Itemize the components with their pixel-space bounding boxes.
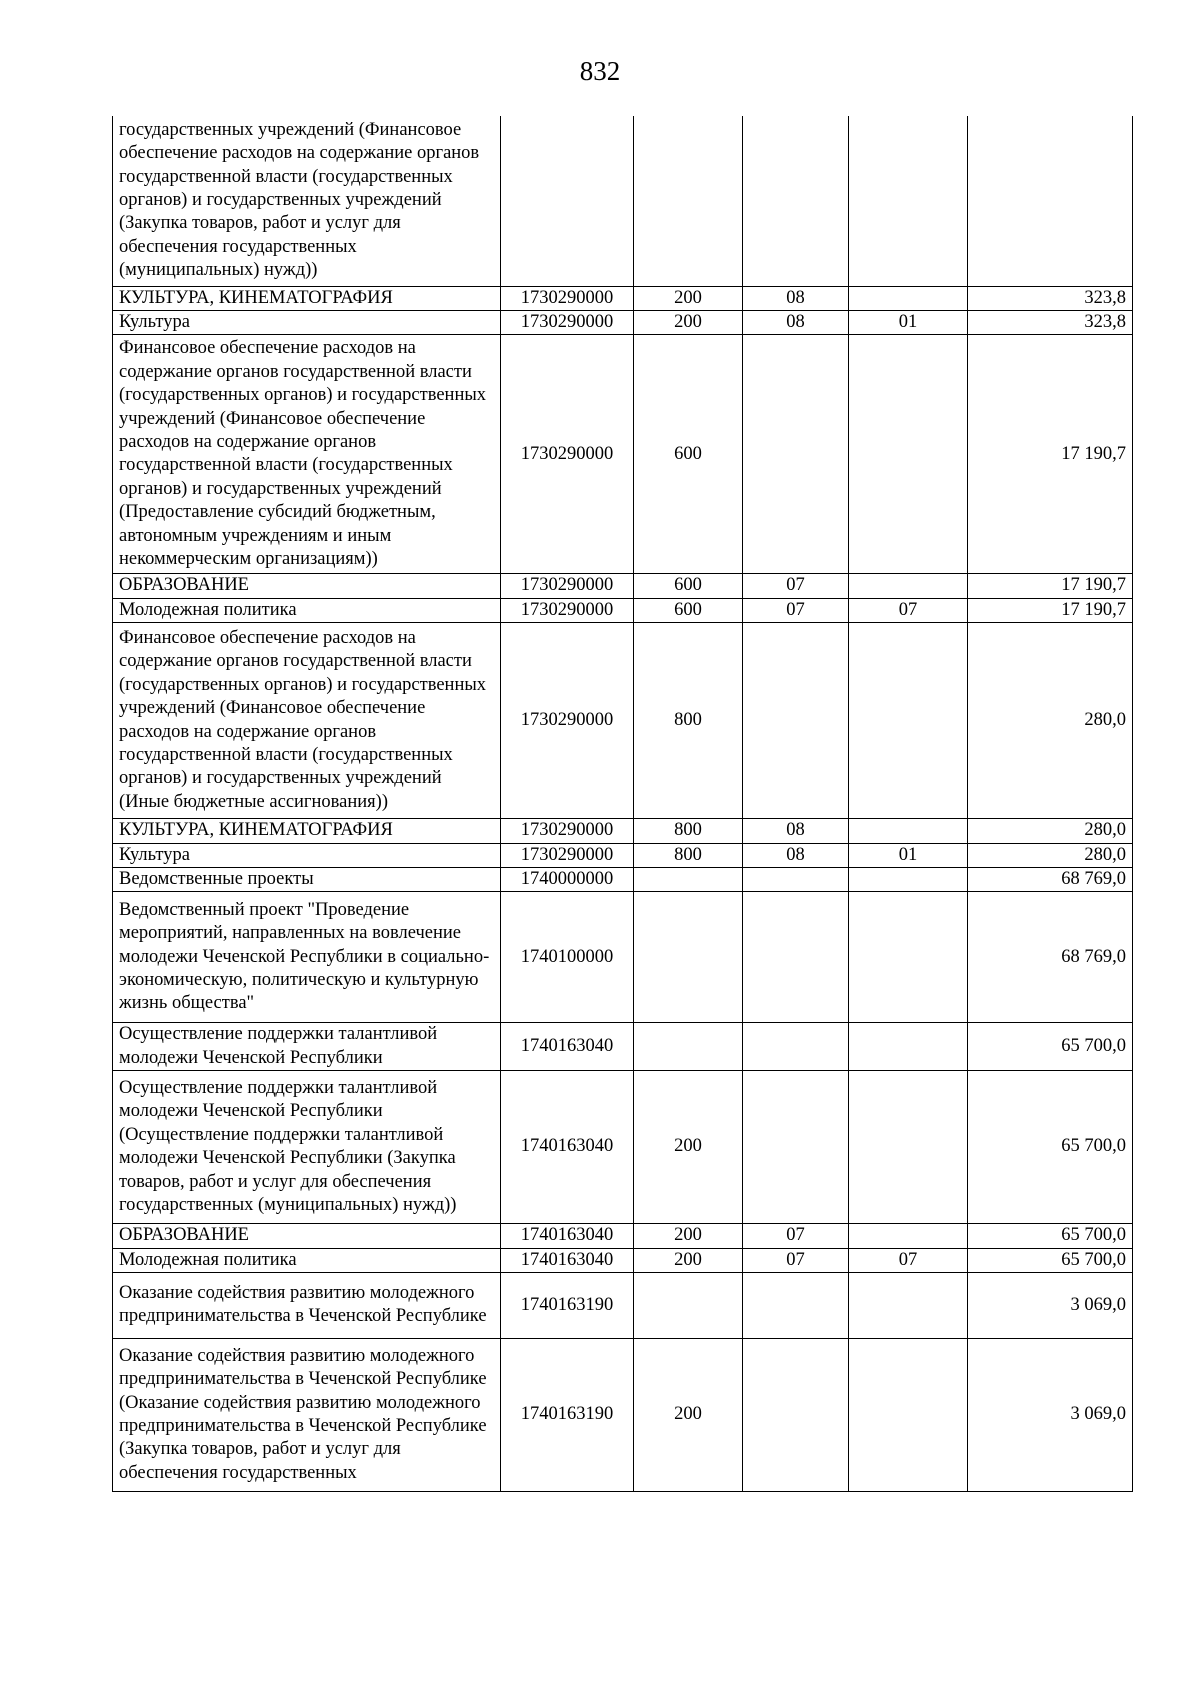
table-row <box>113 623 1133 819</box>
table-row <box>113 598 1133 622</box>
row-expense-type-cell <box>634 867 743 891</box>
row-target-code-cell: 1730290000 <box>501 310 634 334</box>
row-target-code-cell: 1730290000 <box>501 819 634 843</box>
row-amount-cell: 17 190,7 <box>968 335 1133 574</box>
row-subsection-cell <box>849 1272 968 1338</box>
row-section-cell <box>743 335 849 574</box>
row-target-code-cell: 1740163190 <box>501 1338 634 1491</box>
row-name-cell: Осуществление поддержки талантливой молодежи Чеченской Республики <box>113 1023 501 1071</box>
table-row <box>113 843 1133 867</box>
table-row <box>113 1023 1133 1071</box>
row-target-code-cell: 1740000000 <box>501 867 634 891</box>
row-expense-type-cell: 600 <box>634 574 743 598</box>
row-subsection-cell <box>849 892 968 1023</box>
row-subsection-cell <box>849 1071 968 1224</box>
row-expense-type-cell: 600 <box>634 335 743 574</box>
budget-table <box>112 116 1133 1492</box>
row-target-code-cell: 1740100000 <box>501 892 634 1023</box>
row-target-code-cell: 1740163040 <box>501 1071 634 1224</box>
row-name-cell: государственных учреждений (Финансовое обеспечение расходов на содержание органов государственной власти (государственных органов) и государственных учреждений (Закупка товаров, работ и услуг для обеспечения государственных (муниципальных) нужд)) <box>113 116 501 286</box>
row-subsection-cell <box>849 335 968 574</box>
row-name-cell: Финансовое обеспечение расходов на содержание органов государственной власти (государственных органов) и государственных учреждений (Финансовое обеспечение расходов на содержание органов государственной власти (государственных органов) и государственных учреждений (Предоставление субсидий бюджетным, автономным учреждениям и иным некоммерческим организациям)) <box>113 335 501 574</box>
row-expense-type-cell: 800 <box>634 819 743 843</box>
row-name-cell: ОБРАЗОВАНИЕ <box>113 574 501 598</box>
row-target-code-cell: 1740163040 <box>501 1023 634 1071</box>
row-subsection-cell: 07 <box>849 1248 968 1272</box>
row-name-cell: Оказание содействия развитию молодежного предпринимательства в Чеченской Республике <box>113 1272 501 1338</box>
row-name-cell: КУЛЬТУРА, КИНЕМАТОГРАФИЯ <box>113 819 501 843</box>
row-section-cell: 07 <box>743 1248 849 1272</box>
table-row <box>113 116 1133 286</box>
row-expense-type-cell <box>634 892 743 1023</box>
row-subsection-cell <box>849 867 968 891</box>
row-expense-type-cell: 800 <box>634 843 743 867</box>
row-section-cell <box>743 892 849 1023</box>
table-row <box>113 574 1133 598</box>
row-amount-cell: 68 769,0 <box>968 867 1133 891</box>
row-amount-cell: 280,0 <box>968 623 1133 819</box>
row-expense-type-cell: 200 <box>634 1224 743 1248</box>
table-row <box>113 1248 1133 1272</box>
row-expense-type-cell: 200 <box>634 1338 743 1491</box>
row-subsection-cell <box>849 1224 968 1248</box>
table-row <box>113 1338 1133 1491</box>
row-expense-type-cell: 800 <box>634 623 743 819</box>
row-amount-cell: 65 700,0 <box>968 1224 1133 1248</box>
row-amount-cell: 68 769,0 <box>968 892 1133 1023</box>
row-section-cell <box>743 116 849 286</box>
row-name-cell: Молодежная политика <box>113 1248 501 1272</box>
table-row <box>113 892 1133 1023</box>
table-row <box>113 819 1133 843</box>
row-expense-type-cell <box>634 1023 743 1071</box>
table-row <box>113 310 1133 334</box>
row-target-code-cell: 1730290000 <box>501 574 634 598</box>
table-row <box>113 1272 1133 1338</box>
row-target-code-cell <box>501 116 634 286</box>
row-name-cell: Молодежная политика <box>113 598 501 622</box>
row-section-cell <box>743 623 849 819</box>
row-target-code-cell: 1740163040 <box>501 1248 634 1272</box>
row-name-cell: Финансовое обеспечение расходов на содержание органов государственной власти (государственных органов) и государственных учреждений (Финансовое обеспечение расходов на содержание органов государственной власти (государственных органов) и государственных учреждений (Иные бюджетные ассигнования)) <box>113 623 501 819</box>
table-row <box>113 1224 1133 1248</box>
row-target-code-cell: 1740163040 <box>501 1224 634 1248</box>
row-section-cell <box>743 1338 849 1491</box>
row-name-cell: Культура <box>113 843 501 867</box>
row-expense-type-cell: 200 <box>634 286 743 310</box>
row-expense-type-cell <box>634 116 743 286</box>
row-name-cell: КУЛЬТУРА, КИНЕМАТОГРАФИЯ <box>113 286 501 310</box>
row-section-cell <box>743 1071 849 1224</box>
row-expense-type-cell: 200 <box>634 310 743 334</box>
row-name-cell: Осуществление поддержки талантливой молодежи Чеченской Республики (Осуществление поддержки талантливой молодежи Чеченской Республики (Закупка товаров, работ и услуг для обеспечения государственных (муниципальных) нужд)) <box>113 1071 501 1224</box>
row-subsection-cell <box>849 1023 968 1071</box>
row-amount-cell: 17 190,7 <box>968 598 1133 622</box>
row-name-cell: Оказание содействия развитию молодежного предпринимательства в Чеченской Республике (Оказание содействия развитию молодежного предпринимательства в Чеченской Республике (Закупка товаров, работ и услуг для обеспечения государственных <box>113 1338 501 1491</box>
row-subsection-cell: 01 <box>849 843 968 867</box>
row-section-cell: 07 <box>743 574 849 598</box>
row-amount-cell: 3 069,0 <box>968 1338 1133 1491</box>
table-row <box>113 335 1133 574</box>
row-section-cell: 08 <box>743 843 849 867</box>
row-section-cell: 07 <box>743 598 849 622</box>
row-target-code-cell: 1730290000 <box>501 286 634 310</box>
row-section-cell <box>743 1272 849 1338</box>
row-amount-cell: 65 700,0 <box>968 1248 1133 1272</box>
row-expense-type-cell: 200 <box>634 1248 743 1272</box>
row-subsection-cell <box>849 623 968 819</box>
row-section-cell: 08 <box>743 286 849 310</box>
row-target-code-cell: 1730290000 <box>501 623 634 819</box>
row-target-code-cell: 1730290000 <box>501 598 634 622</box>
row-target-code-cell: 1740163190 <box>501 1272 634 1338</box>
table-row <box>113 867 1133 891</box>
row-amount-cell: 3 069,0 <box>968 1272 1133 1338</box>
row-amount-cell <box>968 116 1133 286</box>
page-number: 832 <box>579 56 621 86</box>
budget-table-body <box>113 116 1133 1491</box>
row-subsection-cell: 07 <box>849 598 968 622</box>
row-name-cell: ОБРАЗОВАНИЕ <box>113 1224 501 1248</box>
row-expense-type-cell <box>634 1272 743 1338</box>
row-section-cell <box>743 867 849 891</box>
row-subsection-cell <box>849 1338 968 1491</box>
row-subsection-cell <box>849 286 968 310</box>
row-target-code-cell: 1730290000 <box>501 843 634 867</box>
row-section-cell: 07 <box>743 1224 849 1248</box>
table-row <box>113 286 1133 310</box>
table-row <box>113 1071 1133 1224</box>
row-subsection-cell <box>849 819 968 843</box>
row-amount-cell: 280,0 <box>968 819 1133 843</box>
row-amount-cell: 65 700,0 <box>968 1023 1133 1071</box>
row-amount-cell: 323,8 <box>968 310 1133 334</box>
row-expense-type-cell: 200 <box>634 1071 743 1224</box>
row-target-code-cell: 1730290000 <box>501 335 634 574</box>
row-subsection-cell <box>849 574 968 598</box>
row-amount-cell: 65 700,0 <box>968 1071 1133 1224</box>
row-name-cell: Ведомственные проекты <box>113 867 501 891</box>
row-subsection-cell: 01 <box>849 310 968 334</box>
row-section-cell: 08 <box>743 310 849 334</box>
row-section-cell: 08 <box>743 819 849 843</box>
row-section-cell <box>743 1023 849 1071</box>
row-subsection-cell <box>849 116 968 286</box>
row-amount-cell: 323,8 <box>968 286 1133 310</box>
row-amount-cell: 280,0 <box>968 843 1133 867</box>
row-expense-type-cell: 600 <box>634 598 743 622</box>
row-name-cell: Ведомственный проект "Проведение мероприятий, направленных на вовлечение молодежи Чеченской Республики в социально-экономическую, политическую и культурную жизнь общества" <box>113 892 501 1023</box>
row-name-cell: Культура <box>113 310 501 334</box>
row-amount-cell: 17 190,7 <box>968 574 1133 598</box>
